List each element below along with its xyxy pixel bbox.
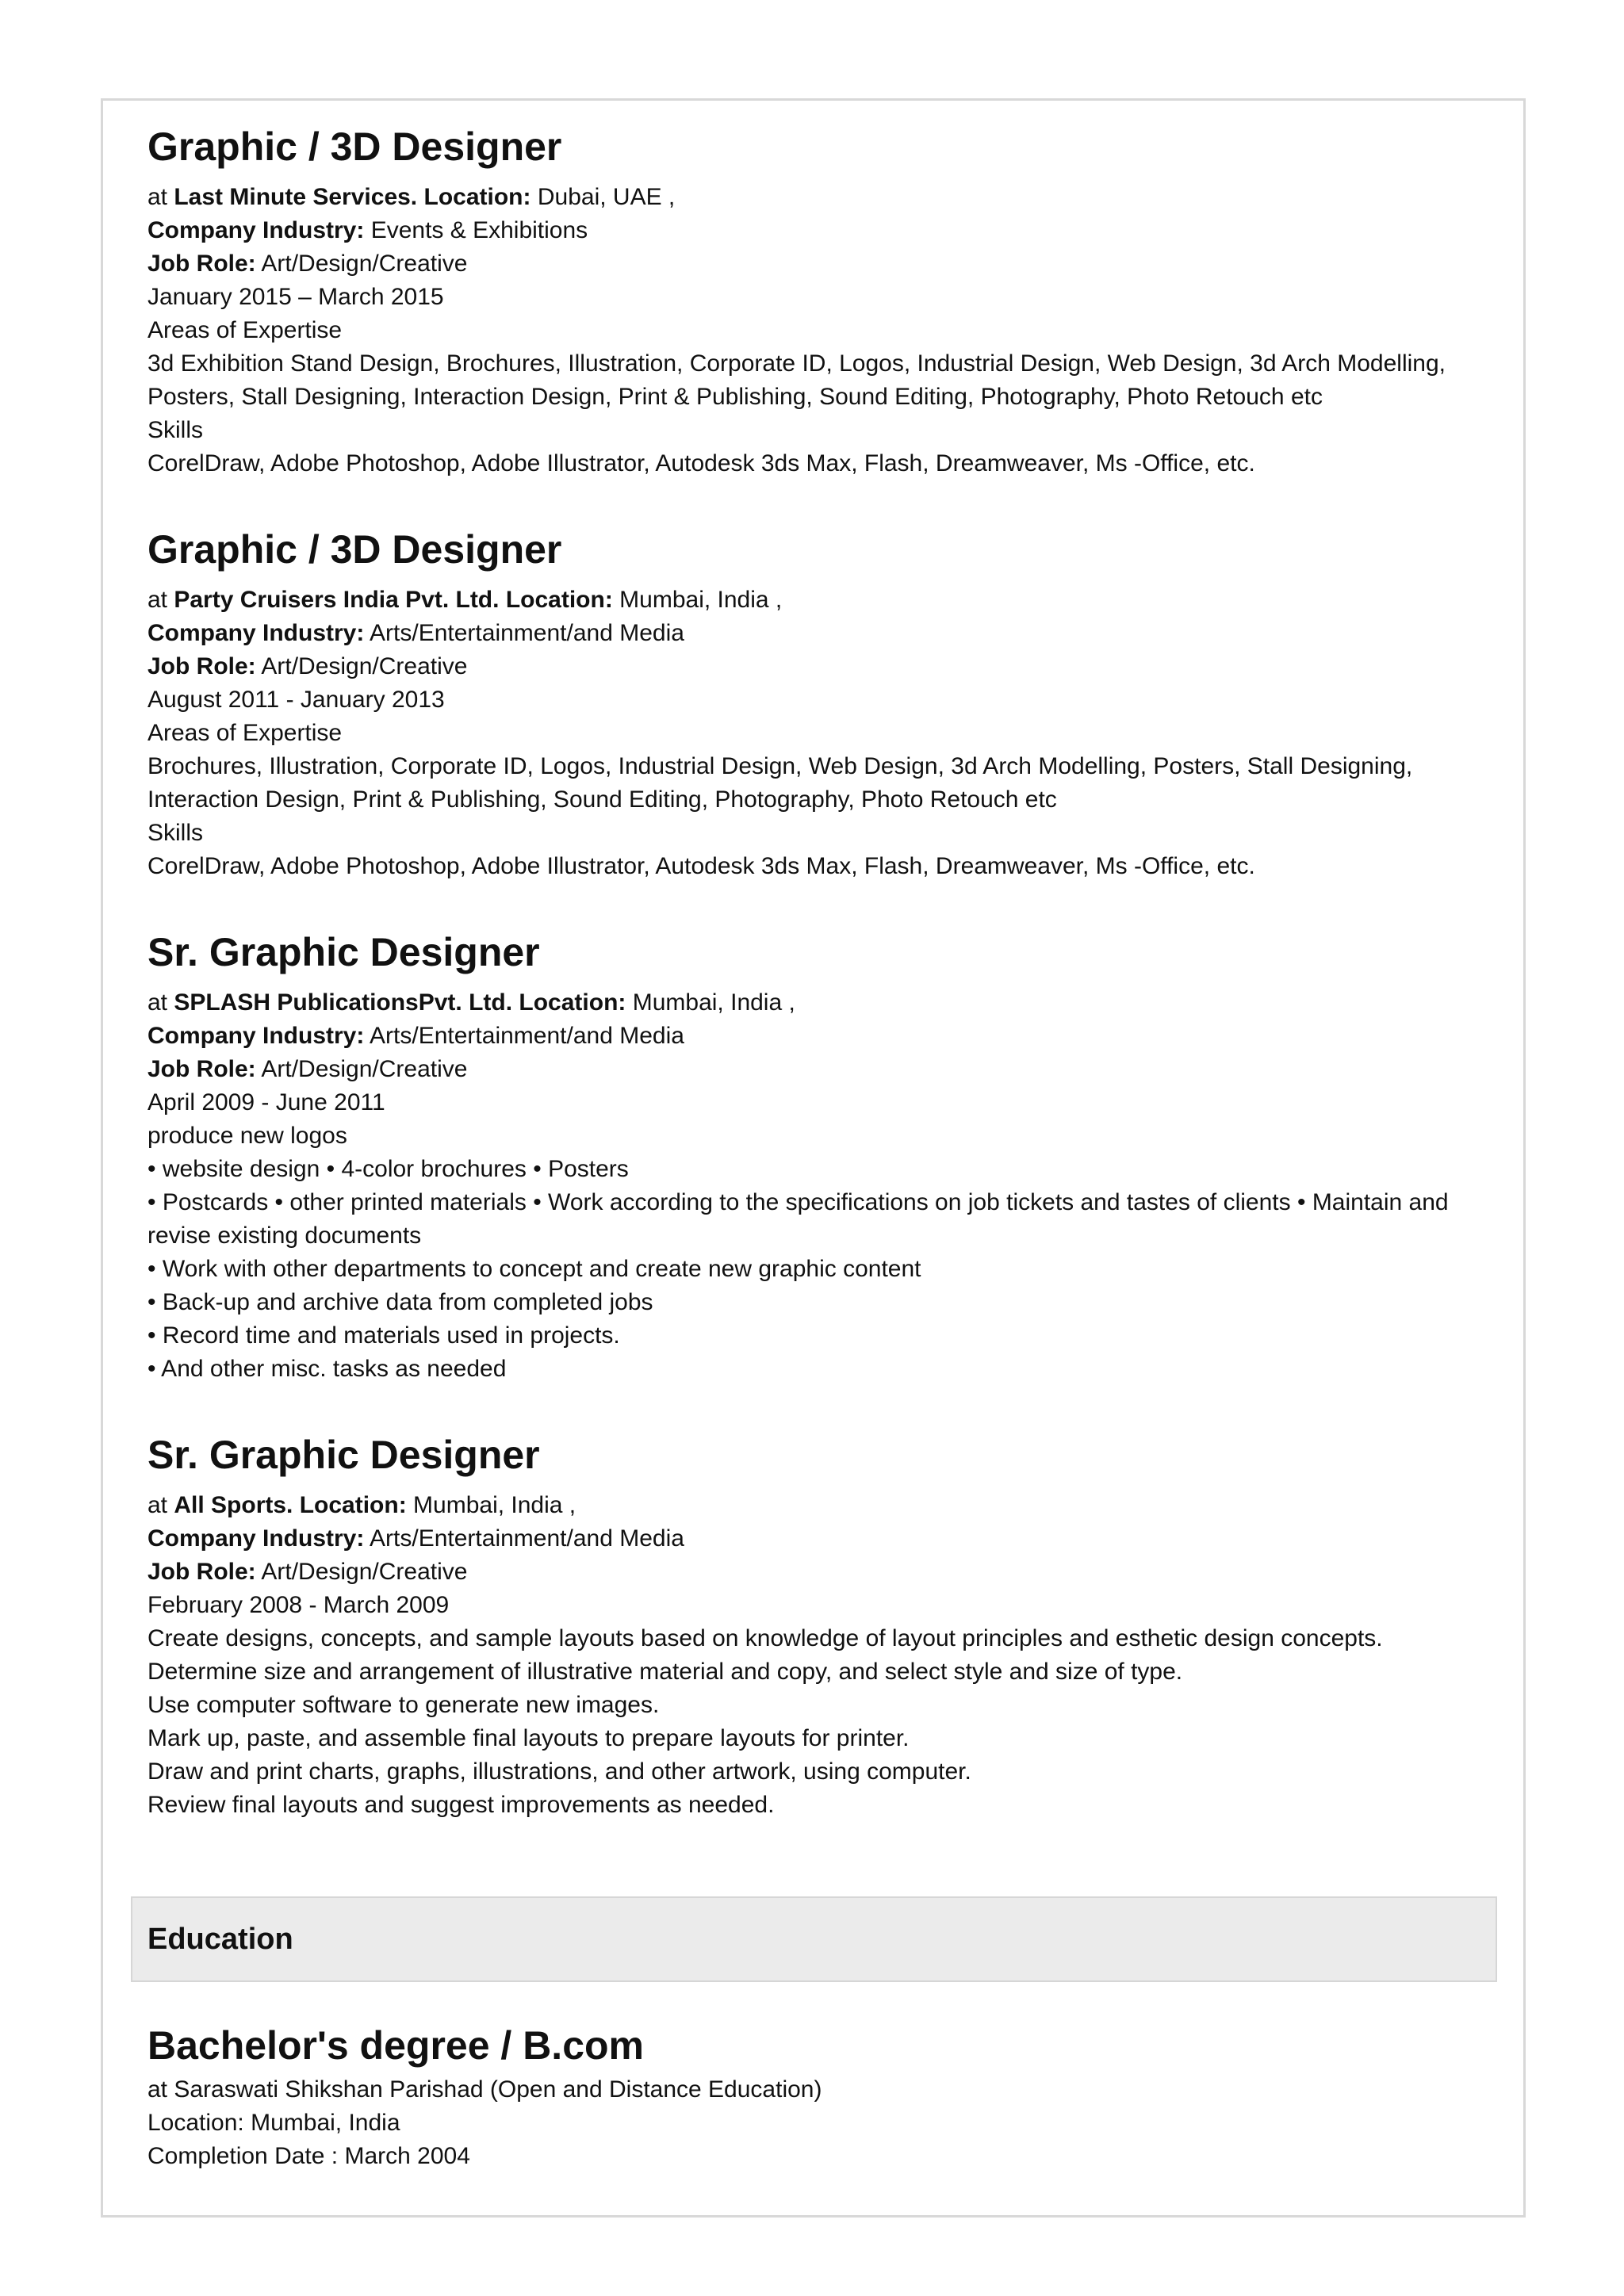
role-value: Art/Design/Creative <box>261 251 468 277</box>
location-value: Mumbai, India , <box>619 587 783 613</box>
detail-line: Review final layouts and suggest improvements as needed. <box>147 1792 775 1818</box>
job-company-line <box>147 584 1496 617</box>
role-line <box>147 247 1496 281</box>
role-label: Job Role: <box>147 251 256 277</box>
detail-line: Skills <box>147 417 204 443</box>
detail-line: Areas of Expertise <box>147 317 343 343</box>
detail-line: Areas of Expertise <box>147 720 343 746</box>
detail-line: Mark up, paste, and assemble final layouts to prepare layouts for printer. <box>147 1725 910 1751</box>
at-prefix: at <box>147 184 174 210</box>
company-name: Last Minute Services. <box>174 184 418 210</box>
at-prefix: at <box>147 587 174 613</box>
industry-value: Arts/Entertainment/and Media <box>370 620 684 646</box>
location-value: Mumbai, India , <box>632 989 795 1016</box>
degree-title: Bachelor's degree / B.com <box>147 2023 645 2068</box>
company-name: Party Cruisers India Pvt. Ltd. <box>174 587 500 613</box>
detail-line: Use computer software to generate new images. <box>147 1692 660 1718</box>
education-entry <box>147 2018 1496 2173</box>
location-label: . Location: <box>286 1492 407 1518</box>
company-name: All Sports <box>174 1492 287 1518</box>
role-value: Art/Design/Creative <box>261 1559 468 1585</box>
location-value: Mumbai, India , <box>413 1492 576 1518</box>
experience-list <box>147 119 1496 1863</box>
detail-line: Brochures, Illustration, Corporate ID, Logos, Industrial Design, Web Design, 3d Arch Modelling, Posters, Stall Designing, Interaction Design, Print & Publishing, Sound Editing, Photography, Photo Retouch etc <box>147 753 1413 813</box>
job-entry <box>147 119 1496 480</box>
role-label: Job Role: <box>147 1056 256 1082</box>
industry-value: Arts/Entertainment/and Media <box>370 1023 684 1049</box>
job-company-line <box>147 181 1496 214</box>
detail-line: Create designs, concepts, and sample layouts based on knowledge of layout principles and esthetic design concepts. <box>147 1625 1383 1651</box>
industry-line <box>147 214 1496 247</box>
location-label: Location: <box>423 184 531 210</box>
industry-value: Arts/Entertainment/and Media <box>370 1525 684 1552</box>
at-prefix: at <box>147 1492 174 1518</box>
job-dates: April 2009 - June 2011 <box>147 1089 385 1115</box>
detail-line: CorelDraw, Adobe Photoshop, Adobe Illustrator, Autodesk 3ds Max, Flash, Dreamweaver, Ms -Office, etc. <box>147 450 1255 476</box>
job-dates: January 2015 – March 2015 <box>147 284 444 310</box>
section-title: Education <box>147 1923 293 1956</box>
detail-line: Determine size and arrangement of illustrative material and copy, and select style and size of type. <box>147 1659 1183 1685</box>
detail-line: • Back-up and archive data from completed jobs <box>147 1289 653 1315</box>
industry-label: Company Industry: <box>147 1525 365 1552</box>
detail-line: • website design • 4-color brochures • Posters <box>147 1156 629 1182</box>
role-label: Job Role: <box>147 653 256 679</box>
role-line <box>147 1556 1496 1589</box>
detail-line: CorelDraw, Adobe Photoshop, Adobe Illustrator, Autodesk 3ds Max, Flash, Dreamweaver, Ms -Office, etc. <box>147 853 1255 879</box>
institution: at Saraswati Shikshan Parishad (Open and Distance Education) <box>147 2076 822 2103</box>
role-label: Job Role: <box>147 1559 256 1585</box>
job-company-line <box>147 1489 1496 1522</box>
job-entry <box>147 924 1496 1386</box>
company-name: SPLASH PublicationsPvt. Ltd <box>174 989 506 1016</box>
industry-line <box>147 1522 1496 1556</box>
role-value: Art/Design/Creative <box>261 1056 468 1082</box>
detail-line: produce new logos <box>147 1123 347 1149</box>
job-dates: August 2011 - January 2013 <box>147 687 445 713</box>
detail-line: • Work with other departments to concept and create new graphic content <box>147 1256 921 1282</box>
job-title: Graphic / 3D Designer <box>147 124 562 169</box>
education-location: Location: Mumbai, India <box>147 2110 400 2136</box>
detail-line: Skills <box>147 820 204 846</box>
industry-line <box>147 1020 1496 1053</box>
role-line <box>147 650 1496 683</box>
industry-value: Events & Exhibitions <box>370 217 588 243</box>
job-dates: February 2008 - March 2009 <box>147 1592 450 1618</box>
industry-label: Company Industry: <box>147 1023 365 1049</box>
detail-line: 3d Exhibition Stand Design, Brochures, Illustration, Corporate ID, Logos, Industrial Design, Web Design, 3d Arch Modelling, Posters, Stall Designing, Interaction Design, Print & Publishing, Sound Editing, Photography, Photo Retouch etc <box>147 350 1446 410</box>
industry-line <box>147 617 1496 650</box>
detail-line: • Postcards • other printed materials • Work according to the specifications on job tickets and tastes of clients • Maintain and revise existing documents <box>147 1189 1449 1249</box>
job-company-line <box>147 986 1496 1020</box>
detail-line: • Record time and materials used in projects. <box>147 1322 620 1349</box>
industry-label: Company Industry: <box>147 620 365 646</box>
completion-date: Completion Date : March 2004 <box>147 2143 470 2169</box>
detail-line: • And other misc. tasks as needed <box>147 1356 507 1382</box>
role-line <box>147 1053 1496 1086</box>
education-section-header <box>131 1896 1497 1982</box>
location-value: Dubai, UAE , <box>537 184 676 210</box>
location-label: Location: <box>505 587 613 613</box>
role-value: Art/Design/Creative <box>261 653 468 679</box>
job-entry <box>147 522 1496 883</box>
detail-line: Draw and print charts, graphs, illustrations, and other artwork, using computer. <box>147 1758 971 1785</box>
job-title: Sr. Graphic Designer <box>147 930 540 974</box>
industry-label: Company Industry: <box>147 217 365 243</box>
at-prefix: at <box>147 989 174 1016</box>
location-label: . Location: <box>505 989 626 1016</box>
job-title: Graphic / 3D Designer <box>147 527 562 572</box>
job-entry <box>147 1427 1496 1822</box>
job-title: Sr. Graphic Designer <box>147 1433 540 1477</box>
